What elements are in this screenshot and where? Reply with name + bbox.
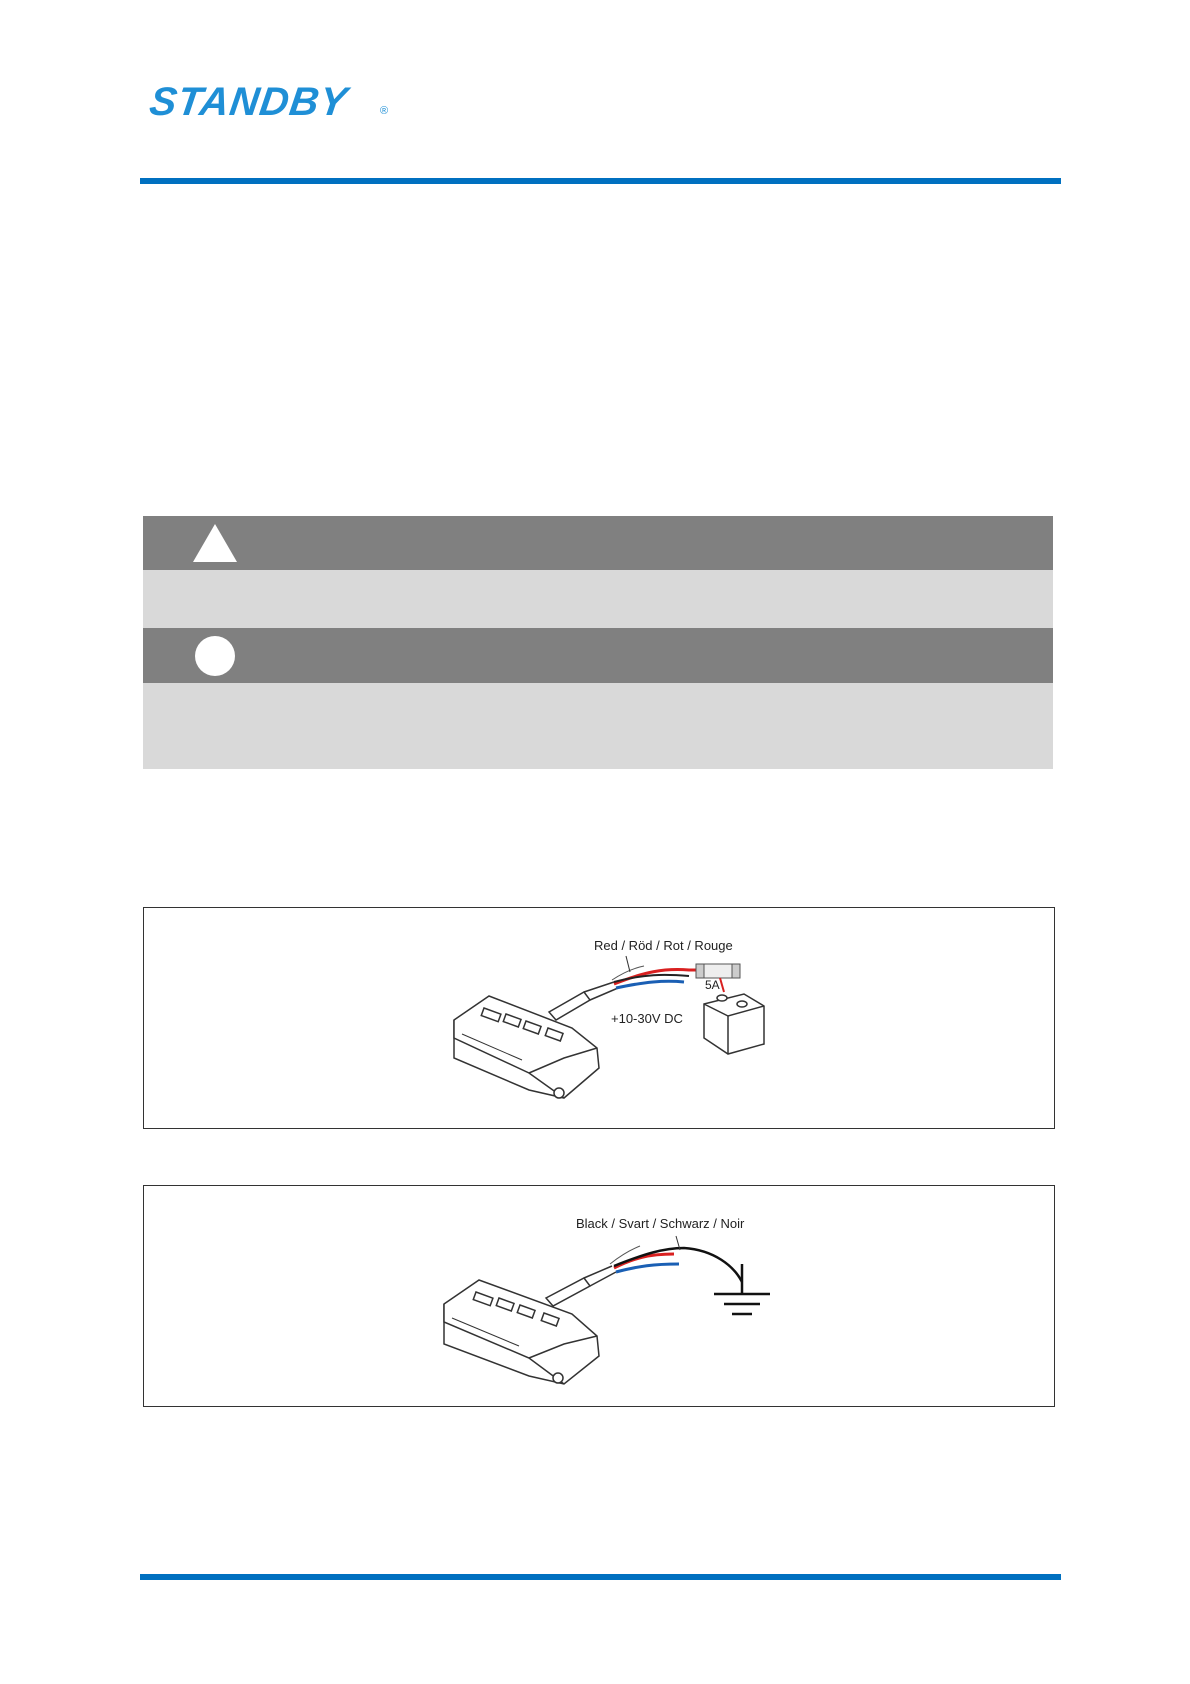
label-leader-line	[626, 956, 630, 972]
black-wire-label: Black / Svart / Schwarz / Noir	[576, 1216, 745, 1231]
cable	[546, 1266, 616, 1306]
fuse-lead	[720, 978, 724, 992]
red-wire-label: Red / Röd / Rot / Rouge	[594, 938, 733, 953]
control-panel-device-icon	[444, 1280, 599, 1384]
warning-header	[143, 516, 1053, 570]
fuse-label: 5A	[705, 978, 720, 992]
blue-wire	[616, 1264, 679, 1272]
info-body	[143, 683, 1053, 769]
warning-triangle-icon	[191, 522, 239, 564]
info-circle-icon	[195, 636, 235, 676]
footer-rule	[140, 1574, 1061, 1580]
blue-wire	[616, 981, 684, 988]
cable	[549, 982, 618, 1020]
control-panel-device-icon	[454, 996, 599, 1098]
registered-mark: ®	[380, 105, 389, 117]
info-box	[143, 628, 1053, 769]
ground-symbol-icon	[714, 1264, 770, 1314]
info-header	[143, 628, 1053, 683]
fuse-icon	[696, 964, 740, 978]
voltage-label: +10-30V DC	[611, 1011, 683, 1026]
power-wiring-figure	[143, 907, 1055, 1129]
ground-wiring-figure	[143, 1185, 1055, 1407]
battery-icon	[704, 994, 764, 1054]
standby-logo: STANDBY	[146, 80, 351, 124]
warning-body	[143, 570, 1053, 628]
header-rule	[140, 178, 1061, 184]
warning-box	[143, 516, 1053, 628]
